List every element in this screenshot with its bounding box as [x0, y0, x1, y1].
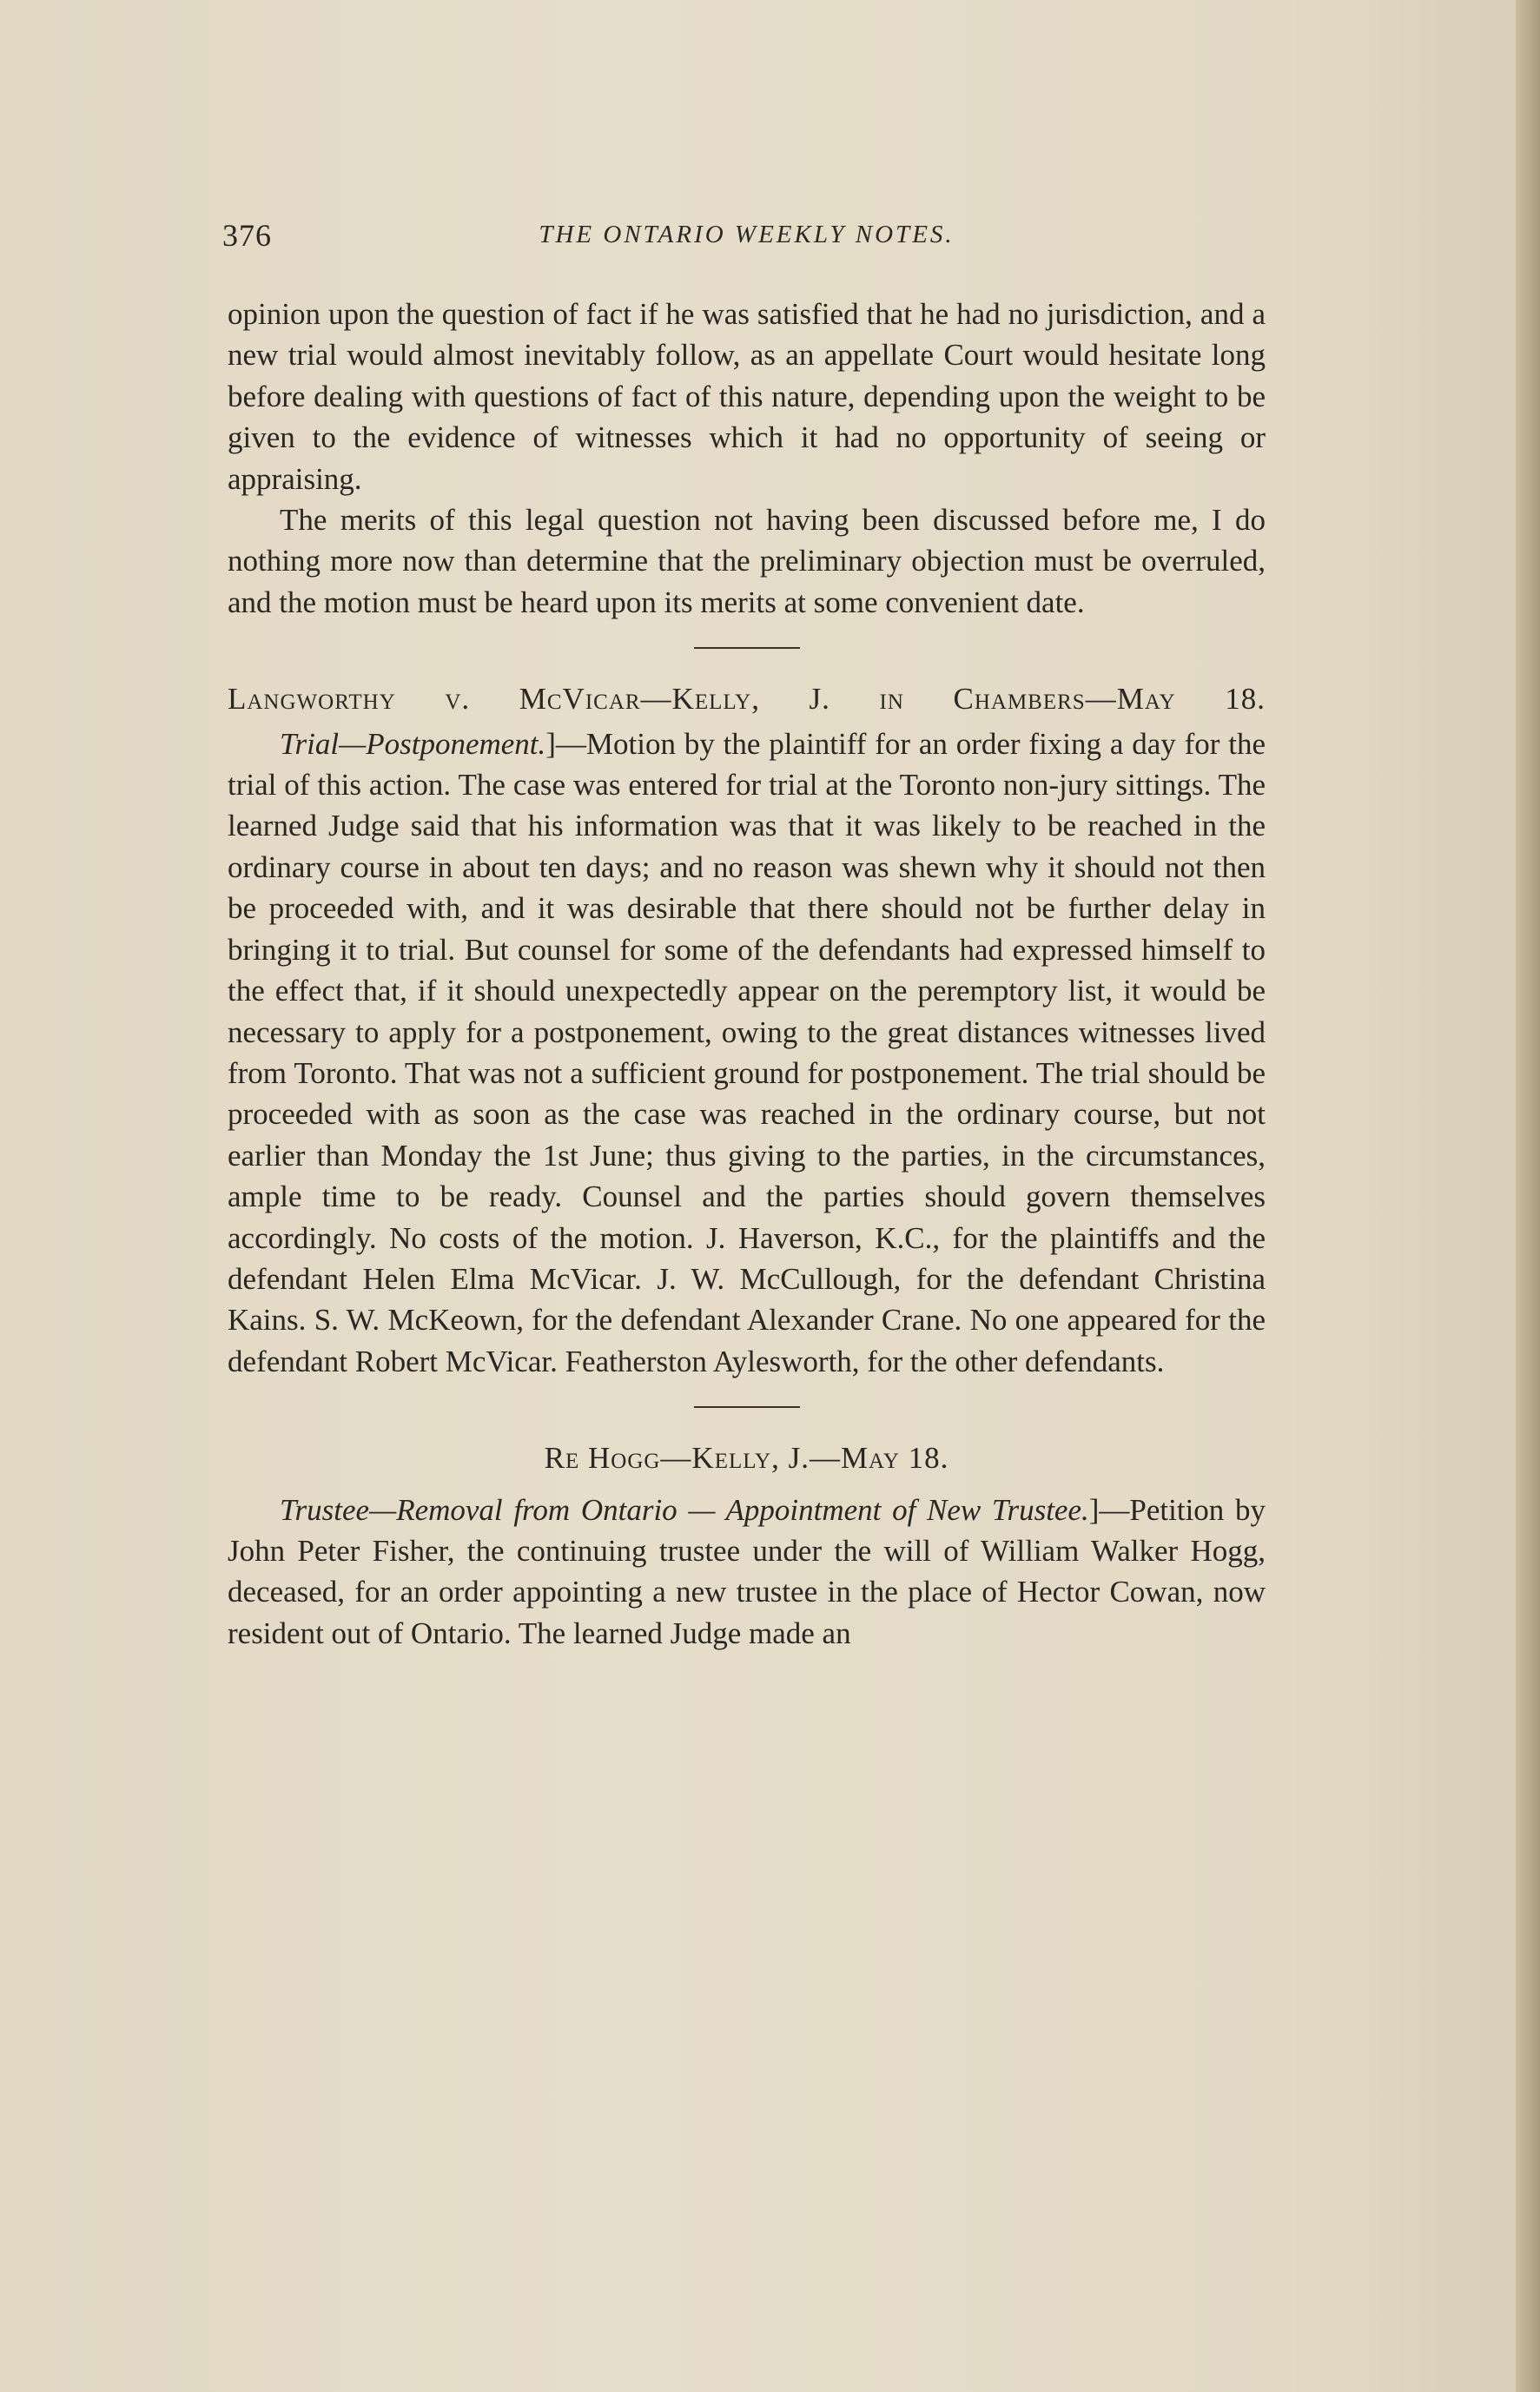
text-block [222, 217, 1266, 1654]
case-heading-langworthy: Langworthy v. McVicar—Kelly, J. in Chambers—May 18. [228, 682, 1266, 717]
running-head [222, 217, 1266, 269]
book-spine-edge [1516, 0, 1540, 2392]
case-catchword-hogg: Trustee—Removal from Ontario — Appointment of New Trustee. [280, 1492, 1089, 1527]
page-number: 376 [222, 218, 272, 253]
case-text-langworthy: ]—Motion by the plaintiff for an order fixing a day for the trial of this action. The case was entered for trial at the Toronto non-jury sittings. The learned Judge said that his information was that it was likely to be reached in the ordinary course in about ten days; and no reason was shewn why it should not then be proceeded with, and it was desirable that there should not be further delay in bringing it to trial. But counsel for some of the defendants had expressed himself to the effect that, if it should unexpectedly appear on the peremptory list, it would be necessary to apply for a postponement, owing to the great distances witnesses lived from Toronto. That was not a sufficient ground for postponement. The trial should be proceeded with as soon as the case was reached in the ordinary course, but not earlier than Monday the 1st June; thus giving to the parties, in the circumstances, ample time to be ready. Counsel and the parties should govern themselves accordingly. No costs of the motion. J. Haverson, K.C., for the plaintiffs and the defendant Helen Elma McVicar. J. W. McCullough, for the defendant Christina Kains. S. W. McKeown, for the defendant Alexander Crane. No one appeared for the defendant Robert McVicar. Featherston Aylesworth, for the other defendants. [228, 726, 1266, 1378]
paragraph-continued: opinion upon the question of fact if he was satisfied that he had no jurisdiction, and a new trial would almost inevitably follow, as an appellate Court would hesitate long before dealing with questions of fact of this nature, depending upon the weight to be given to the evidence of witnesses which it had no opportunity of seeing or appraising. [228, 297, 1266, 496]
case-body-langworthy [228, 724, 1266, 1383]
case-catchword-langworthy: Trial—Postponement. [280, 726, 546, 761]
case-heading-hogg: Re Hogg—Kelly, J.—May 18. [544, 1441, 949, 1476]
journal-title: THE ONTARIO WEEKLY NOTES. [539, 221, 955, 248]
section-divider [694, 647, 800, 649]
paragraph-merits: The merits of this legal question not having been discussed before me, I do nothing more now than determine that the preliminary objection must be overruled, and the motion must be heard upon its merits at some convenient date. [228, 503, 1266, 619]
section-divider-2 [694, 1406, 800, 1408]
case-text-hogg: ]—Petition by John Peter Fisher, the continuing trustee under the will of William Walker Hogg, deceased, for an order appointing a new trustee in the place of Hector Cowan, now resident out of Ontario. The learned Judge made an [228, 1492, 1266, 1650]
case-body-hogg [228, 1490, 1266, 1655]
